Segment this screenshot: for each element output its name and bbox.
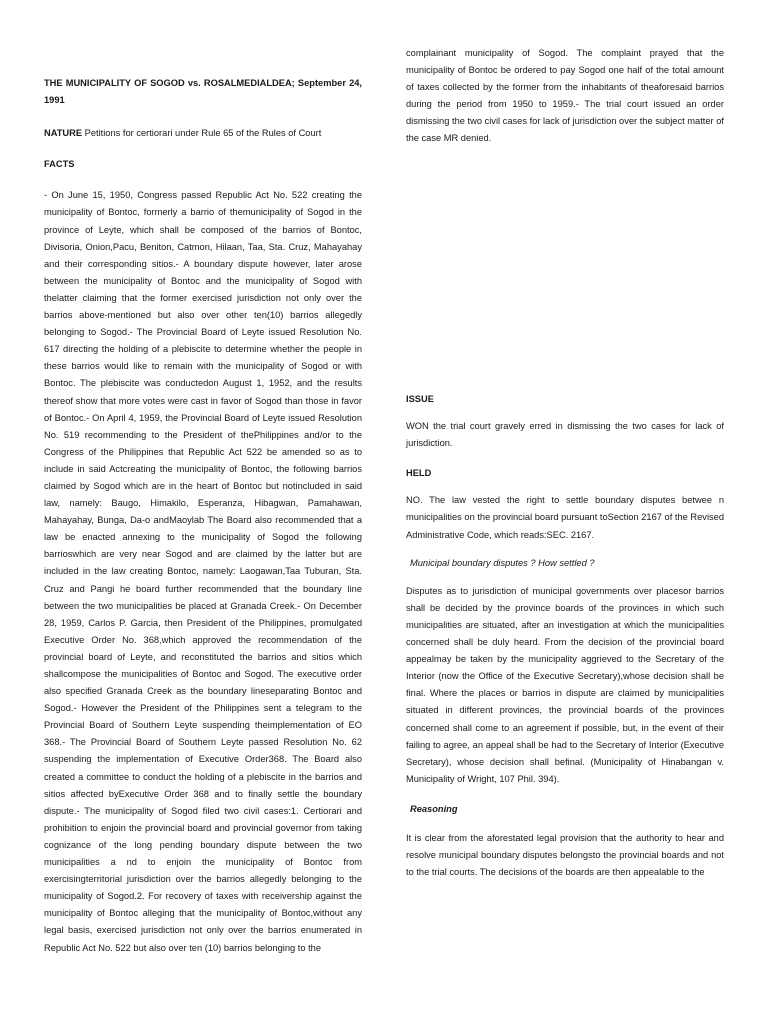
right-column (406, 0, 724, 881)
issue-heading: ISSUE (406, 394, 434, 404)
reasoning-heading: Reasoning (410, 803, 458, 814)
held-heading: HELD (406, 468, 432, 479)
nature-paragraph (44, 125, 362, 142)
facts-text-part1: - On June 15, 1950, Congress passed Republic Act No. 522 creating the municipality of Bontoc, formerly a barrio of themunicipality of Sogod in the province of Leyte, which shall be composed of the barrios of Bontoc, Divisoria, Onion,Pacu, Beniton, Catmon, Hilaan, Taa, Sta. Cruz, Mahayahay and their corresponding sitios.- A boundary dispute however, later arose between the municipality of Bontoc and the municipality of Sogod with thelatter claiming that the former exercised jurisdiction not only over the barrios above-mentioned but also over other ten(10) barrios allegedly belonging to Sogod.- The Provincial Board of Leyte issued Resolution No. 617 directing the holding of a plebiscite to determine whether the people in these barrios would like to remain with the municipality of Sogod or with Bontoc. The plebiscite was conductedon August 1, 1952, and the results thereof show that more votes were cast in favor of Sogod than those in favor of Bontoc.- On April 4, 1959, the Provincial Board of Leyte issued Resolution No. 519 recommending to the President of thePhilippines and/or to the Congress of the Philippines that Republic Act 522 be amended so as to include in said Actcreating the municipality of Bontoc, the following barrios claimed by Sogod which are in the heart of Bontoc but notincluded in said law, namely: Baugo, Himakilo, Esperanza, Hibagwan, Pamahawan, Mahayahay, Bunga, Da-o andMaoylab The Board also recommended that a law be enacted annexing to the municipality of Sogod the following barrioswhich are very near Sogod and are claimed by the latter but are included in the law creating Bontoc, namely: Laogawan,Taa Tuburan, Sta. Cruz and Pangi he board further recommended that the boundary line between the two municipalities be placed at Granada Creek.- On December 28, 1959, Carlos P. Garcia, then President of the Philippines, promulgated Executive Order No. 368,which approved the recommendation of the provincial board of Leyte, and reconstituted the barrios and sitios which shallcompose the municipalities of Bontoc and Sogod. The executive order also specified Granada Creek as the boundary lineseparating Bontoc and Sogod.- However the President of the Philippines sent a telegram to the Provincial Board of Southern Leyte suspending theimplementation of EO 368.- The Provincial Board of Southern Leyte passed Resolution No. 62 suspending the implementation of Executive Order368. The Board also created a committee to conduct the holding of a plebiscite in the barrios and sitios affected byExecutive Order 368 and to finally settle the boundary dispute.- The municipality of Sogod filed two civil cases:1. Certiorari and prohibition to enjoin the provincial board and provincial governor from taking cognizance of the long pending boundary dispute between the two municipalities a nd to enjoin the municipality of Bontoc from exercisingterritorial jurisdiction over the barrios allegedly belonging to the municipality of Sogod.2. For recovery of taxes with receivership against the municipality of Bontoc alleging that the municipality of Bontoc,without any legal basis, exercised jurisdiction not only over the barrios enumerated in Republic Act No. 522 but also over ten (10) barrios belonging to the (44, 190, 362, 953)
left-column (44, 0, 362, 967)
nature-text: Petitions for certiorari under Rule 65 of the Rules of Court (84, 128, 322, 139)
held-subheading: Municipal boundary disputes ? How settled ? (410, 557, 595, 568)
held-quote: Disputes as to jurisdiction of municipal governments over placesor barrios shall be decided by the province boards of the provinces in which such municipalities are situated, after an investigation at which the municipalities concerned shall be duly heard. From the decision of the provincial board appealmay be taken by the municipality aggrieved to the Secretary of the Interior (now the Office of the Executive Secretary),whose decision shall be final. Where the places or barrios in dispute are claimed by municipalities situated in different provinces, the provincial boards of the provinces concerned shall come to an agreement if possible, but, in the event of their failing to agree, an appeal shall be had to the Secretary of Interior (Executive Secretary), whose decision shall befinal. (Municipality of Hinabangan v. Municipality of Wright, 107 Phil. 394). (406, 585, 724, 784)
nature-label: NATURE (44, 128, 83, 139)
facts-heading: FACTS (44, 159, 75, 170)
held-text: NO. The law vested the right to settle boundary disputes betwee n municipalities on the provincial board pursuant toSection 2167 of the Revised Administrative Code, which reads:SEC. 2167. (406, 495, 724, 540)
facts-text-part2: complainant municipality of Sogod. The complaint prayed that the municipality of Bontoc be ordered to pay Sogod one half of the total amount of taxes collected by the former from the inhabitants of theaforesaid barrios during the period from 1950 to 1959.- The trial court issued an order dismissing the two civil cases for lack of jurisdiction over the subject matter of the case MR denied. (406, 48, 724, 144)
reasoning-text: It is clear from the aforestated legal provision that the authority to hear and resolve municipal boundary disputes belongsto the provincial boards and not to the trial courts. The decisions of the boards are then appealable to the (406, 832, 724, 878)
case-title: THE MUNICIPALITY OF SOGOD vs. ROSALMEDIALDEA; September 24, 1991 (44, 78, 362, 106)
issue-text: WON the trial court gravely erred in dismissing the two cases for lack of jurisdiction. (406, 421, 724, 449)
